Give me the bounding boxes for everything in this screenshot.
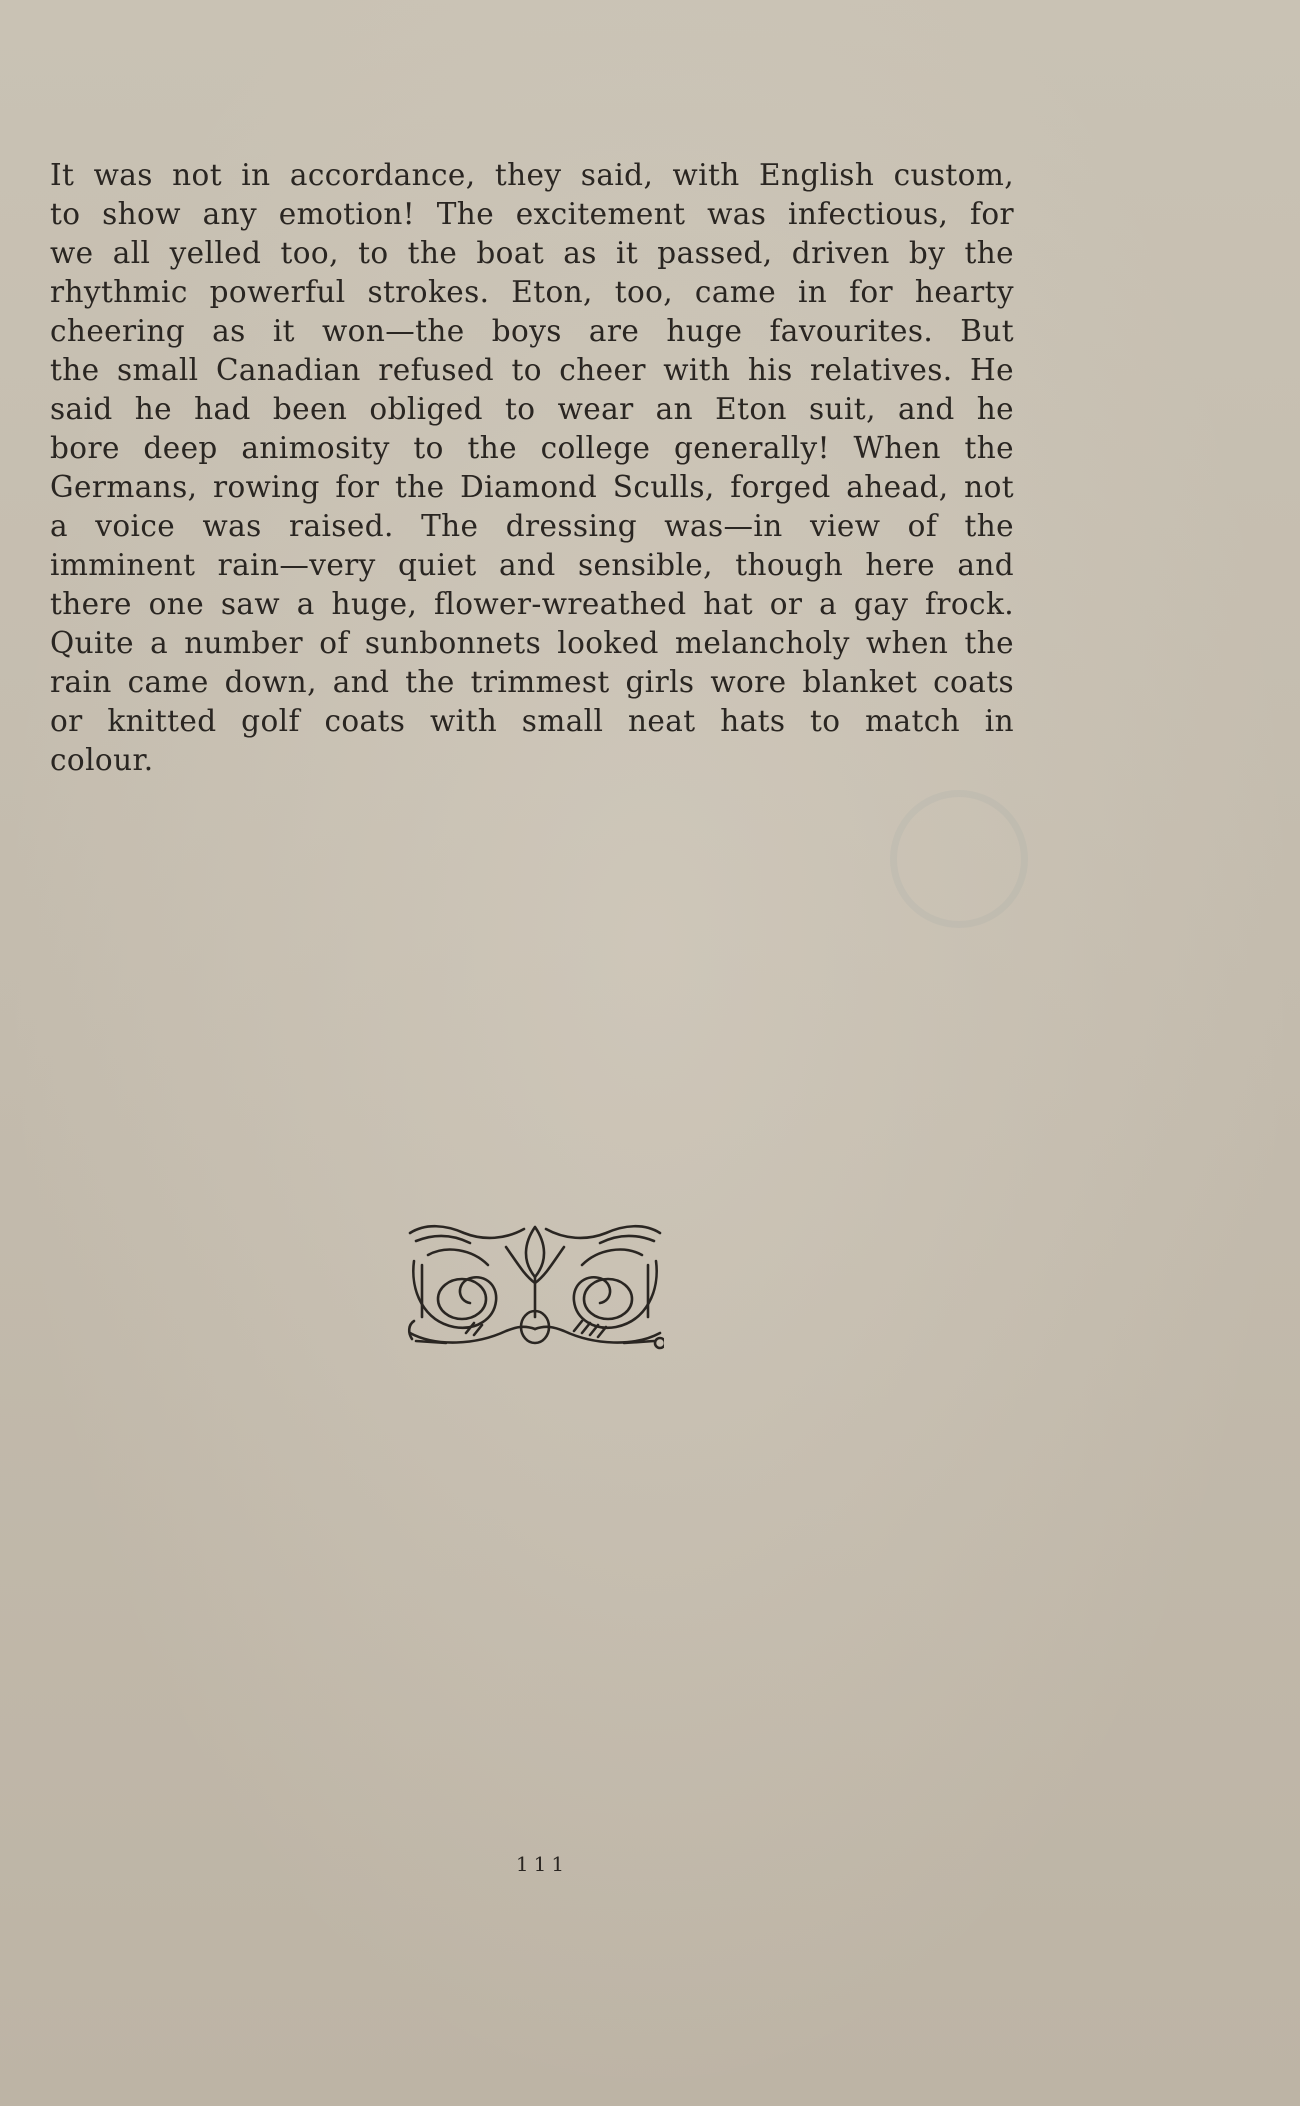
text-line: there one saw a huge, flower-wreathed hat or a gay frock. [50, 587, 1014, 621]
text-line: a voice was raised. The dressing was—in view of the [50, 509, 1014, 543]
text-line: bore deep animosity to the college generally! When the [50, 431, 1014, 465]
page-number: 111 [515, 1852, 570, 1876]
text-line: we all yelled too, to the boat as it passed, driven by the [50, 236, 1014, 270]
text-line: said he had been obliged to wear an Eton suit, and he [50, 392, 1014, 426]
text-line: rain came down, and the trimmest girls wore blanket coats [50, 665, 1014, 699]
text-line: imminent rain—very quiet and sensible, though here and [50, 548, 1014, 582]
body-paragraph [50, 156, 1014, 780]
text-line: colour. [50, 743, 154, 777]
text-line: the small Canadian refused to cheer with his relatives. He [50, 353, 1014, 387]
floral-tailpiece-icon [406, 1221, 664, 1353]
text-line: It was not in accordance, they said, with English custom, [50, 158, 1014, 192]
text-line: or knitted golf coats with small neat hats to match in [50, 704, 1014, 738]
text-line: Germans, rowing for the Diamond Sculls, forged ahead, not [50, 470, 1014, 504]
text-line: to show any emotion! The excitement was infectious, for [50, 197, 1014, 231]
show-through-mark [890, 790, 1028, 928]
text-line: cheering as it won—the boys are huge favourites. But [50, 314, 1014, 348]
text-line: Quite a number of sunbonnets looked melancholy when the [50, 626, 1014, 660]
text-line: rhythmic powerful strokes. Eton, too, came in for hearty [50, 275, 1014, 309]
